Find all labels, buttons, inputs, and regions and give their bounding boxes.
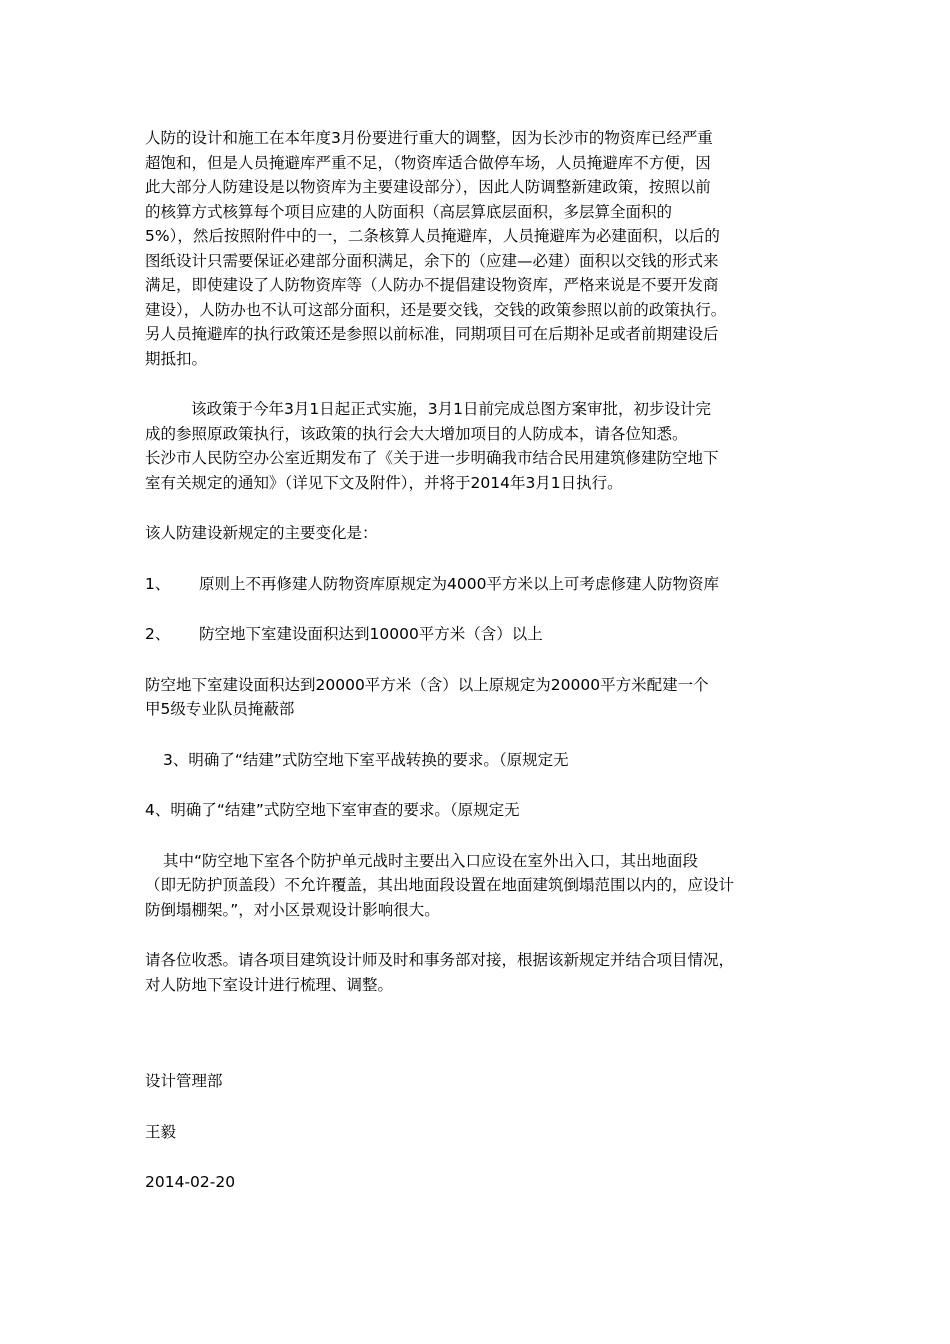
paragraph-changes-intro: 该人防建设新规定的主要变化是： bbox=[145, 524, 378, 542]
paragraph-item-4: 4、明确了“结建”式防空地下室审查的要求。（原规定无 bbox=[145, 801, 520, 819]
spacer bbox=[145, 722, 813, 748]
spacer bbox=[145, 823, 813, 849]
paragraph-policy-date: 该政策于今年3月1日起正式实施，3月1日前完成总图方案审批，初步设计完 成的参照原政策执行，该政策的执行会大大增加项目的人防成本，请各位知悉。 bbox=[145, 400, 711, 443]
spacer bbox=[145, 596, 813, 622]
list-item-1 bbox=[145, 572, 813, 597]
spacer bbox=[145, 1094, 813, 1120]
paragraph-entrance-rule: 其中“防空地下室各个防护单元战时主要出入口应设在室外出入口，其出地面段 （即无防护顶盖段）不允许覆盖，其出地面段设置在地面建筑倒塌范围以内的，应设计 防倒塌棚架。”，对小区景观设计影响很大。 bbox=[145, 851, 735, 919]
paragraph-notice: 长沙市人民防空办公室近期发布了《关于进一步明确我市结合民用建筑修建防空地下 室有关规定的通知》（详见下文及附件），并将于2014年3月1日执行。 bbox=[145, 449, 719, 492]
spacer bbox=[145, 647, 813, 673]
document-body bbox=[145, 126, 813, 1195]
paragraph-closing: 请各位收悉。请各项目建筑设计师及时和事务部对接，根据该新规定并结合项目情况， 对人防地下室设计进行梳理、调整。 bbox=[145, 951, 735, 994]
signature-name: 王毅 bbox=[145, 1122, 177, 1141]
spacer bbox=[145, 772, 813, 798]
paragraph-area-rule: 防空地下室建设面积达到20000平方米（含）以上原规定为20000平方米配建一个 甲5级专业队员掩蔽部 bbox=[145, 675, 709, 718]
list-number: 2、 bbox=[145, 625, 171, 643]
paragraph-item-3: 3、明确了“结建”式防空地下室平战转换的要求。（原规定无 bbox=[163, 750, 569, 769]
paragraph-adjustment: 人防的设计和施工在本年度3月份要进行重大的调整，因为长沙市的物资库已经严重 超饱和，但是人员掩避库严重不足，（物资库适合做停车场，人员掩避库不方便，因 此大部分人防建设是以物资库为主要建设部分），因此人防调整新建政策，按照以前 的核算方式核算每个项目应建的人防面积（高层算底层面积，多层算全面积的 5%），然后按照附件中的一，二条核算人员掩避库，人员掩避库为必建面积，以后的 图纸设计只需要保证必建部分面积满足，余下的（应建—必建）面积以交钱的形式来 满足，即使建设了人防物资库等（人防办不提倡建设物资库，严格来说是不要开发商 建设），人防办也不认可这部分面积，还是要交钱，交钱的政策参照以前的政策执行。 另人员掩避库的执行政策还是参照以前标准，同期项目可在后期补足或者前期建设后 期抵扣。 bbox=[145, 129, 727, 368]
signature-date: 2014-02-20 bbox=[145, 1173, 236, 1191]
list-item-2 bbox=[145, 622, 813, 647]
signature-department: 设计管理部 bbox=[145, 1072, 223, 1090]
spacer bbox=[145, 1144, 813, 1170]
list-text: 防空地下室建设面积达到10000平方米（含）以上 bbox=[199, 625, 543, 643]
spacer bbox=[145, 922, 813, 948]
spacer bbox=[145, 495, 813, 521]
spacer bbox=[145, 546, 813, 572]
spacer bbox=[145, 371, 813, 397]
list-number: 1、 bbox=[145, 574, 171, 593]
spacer bbox=[145, 997, 813, 1069]
list-text: 原则上不再修建人防物资库原规定为4000平方米以上可考虑修建人防物资库 bbox=[199, 574, 719, 593]
